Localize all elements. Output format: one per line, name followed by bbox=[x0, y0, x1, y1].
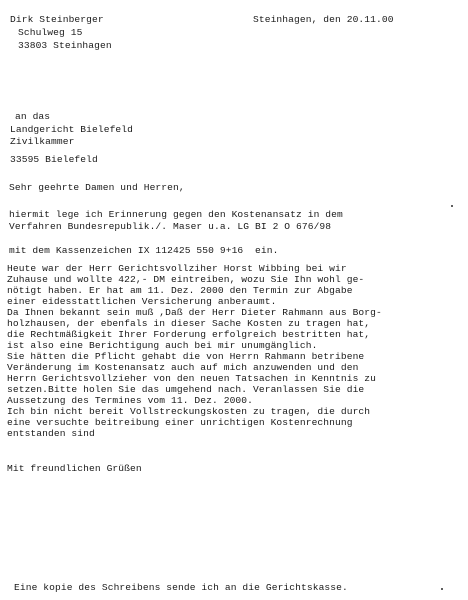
body-line: entstanden sind bbox=[7, 428, 95, 439]
body-line: Sie hätten die Pflicht gehabt die von Herrn Rahmann betribene bbox=[7, 351, 365, 362]
body-line: Ich bin nicht bereit Vollstreckungskosten zu tragen, die durch bbox=[7, 406, 371, 417]
scan-speck bbox=[441, 588, 443, 590]
body-line: nötigt haben. Er hat am 11. Dez. 2000 den Termin zur Abgabe bbox=[7, 285, 353, 296]
body-line: Heute war der Herr Gerichtsvollziher Horst Wibbing bei wir bbox=[7, 263, 347, 274]
body-line: eine versuchte beitreibung einer unrichtigen Kostenrechnung bbox=[7, 417, 353, 428]
body-line: ist also eine Berichtigung auch bei mir unumgänglich. bbox=[7, 340, 318, 351]
sender-name: Dirk Steinberger bbox=[10, 14, 104, 25]
body-line: Veränderung im Kostenansatz auch auf mich anzuwenden und den bbox=[7, 362, 359, 373]
body-line: Zuhause und wollte 422,- DM eintreiben, wozu Sie Ihn wohl ge- bbox=[7, 274, 365, 285]
salutation: Sehr geehrte Damen und Herren, bbox=[9, 182, 185, 193]
body-line: holzhausen, der ebenfals in dieser Sache Kosten zu tragen hat, bbox=[7, 318, 371, 329]
cash-reference: mit dem Kassenzeichen IX 112425 550 9+16 ein. bbox=[9, 245, 279, 256]
body-line: Aussetzung des Termines vom 11. Dez. 2000. bbox=[7, 395, 254, 406]
subject-line: Verfahren Bundesrepublik./. Maser u.a. LG BI 2 O 676/98 bbox=[9, 221, 332, 232]
recipient-city: 33595 Bielefeld bbox=[10, 154, 98, 165]
body-line: einer eidesstattlichen Versicherung anberaumt. bbox=[7, 296, 277, 307]
body-line: setzen.Bitte holen Sie das umgehend nach. Veranlassen Sie die bbox=[7, 384, 365, 395]
footnote: Eine kopie des Schreibens sende ich an die Gerichtskasse. bbox=[14, 582, 348, 593]
recipient-prefix: an das bbox=[15, 111, 51, 122]
body-line: die Rechtmäßigkeit Ihrer Forderung erfolgreich bestritten hat, bbox=[7, 329, 371, 340]
body-line: Herrn Gerichtsvollzieher von den neuen Tatsachen in Kenntnis zu bbox=[7, 373, 377, 384]
subject-line: hiermit lege ich Erinnerung gegen den Kostenansatz in dem bbox=[9, 209, 343, 220]
place-date: Steinhagen, den 20.11.00 bbox=[253, 14, 394, 25]
recipient-court: Landgericht Bielefeld bbox=[10, 124, 134, 135]
closing: Mit freundlichen Grüßen bbox=[7, 463, 142, 474]
recipient-department: Zivilkammer bbox=[10, 136, 75, 147]
sender-street: Schulweg 15 bbox=[18, 27, 83, 38]
sender-city: 33803 Steinhagen bbox=[18, 40, 112, 51]
body-line: Da Ihnen bekannt sein muß ,Daß der Herr Dieter Rahmann aus Borg- bbox=[7, 307, 382, 318]
scan-speck bbox=[451, 205, 453, 207]
